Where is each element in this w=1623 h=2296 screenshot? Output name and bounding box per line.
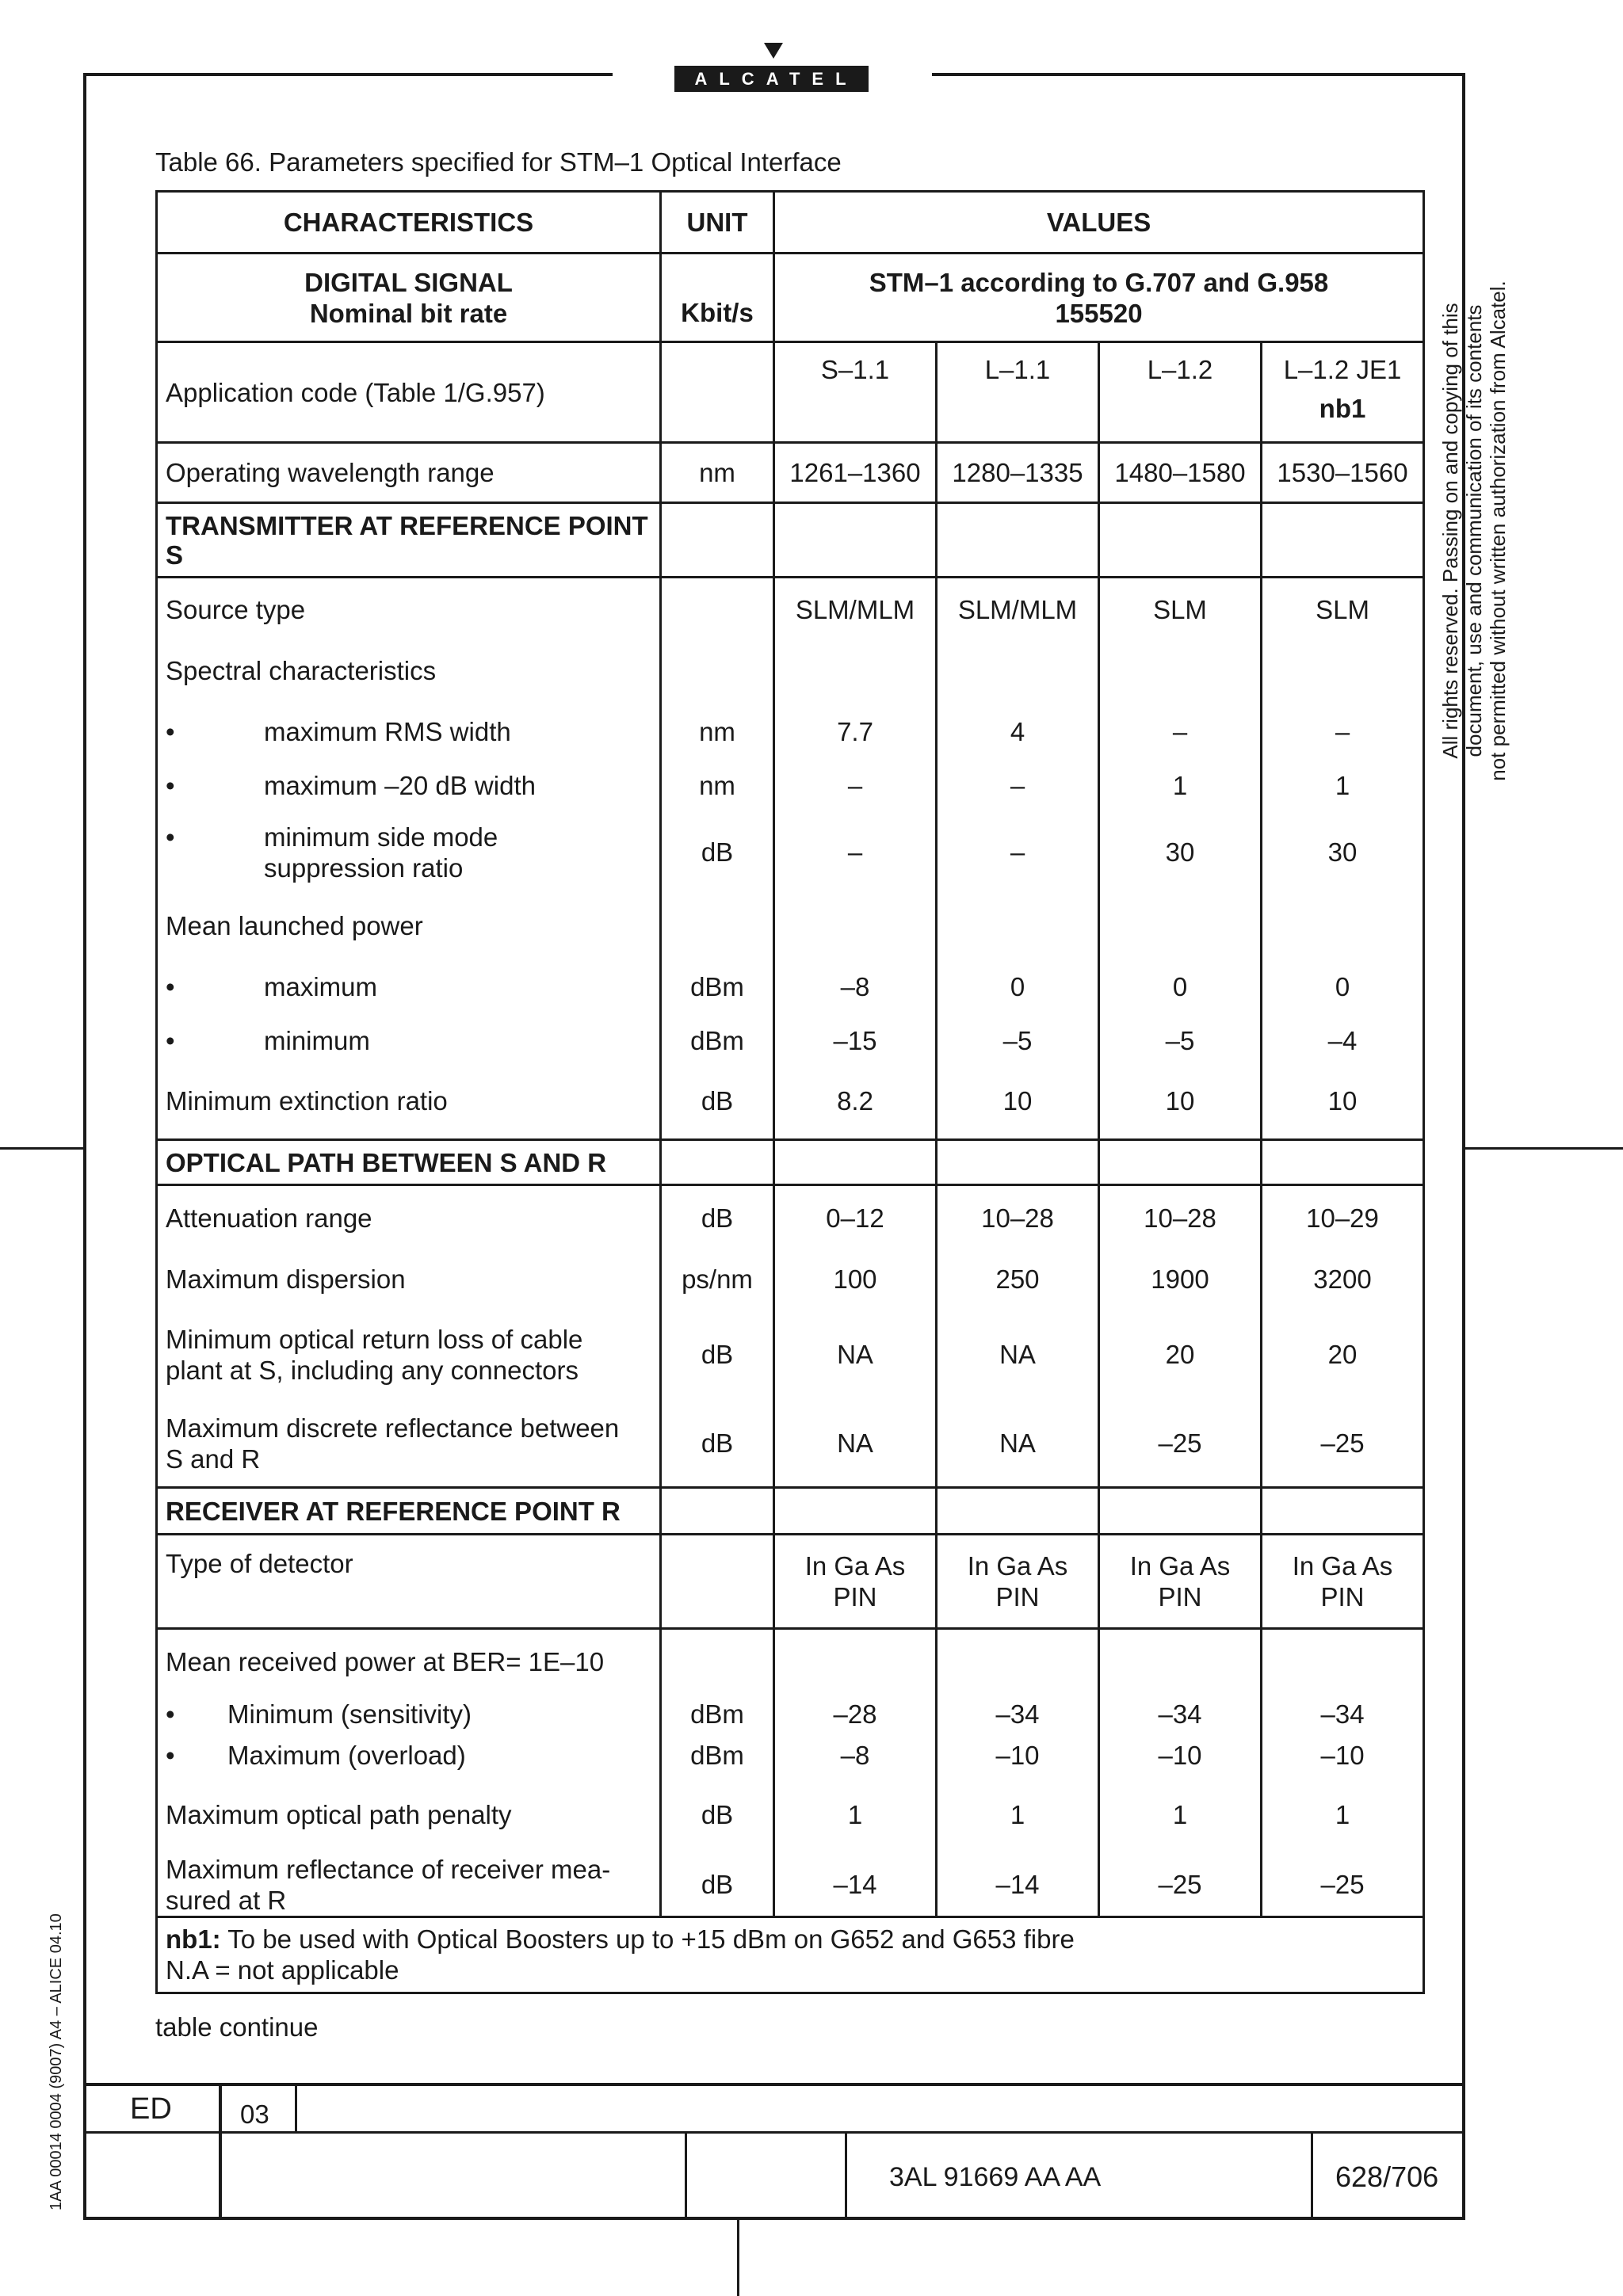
table-continue: table continue — [155, 2012, 319, 2042]
frame-top-right — [932, 73, 1465, 76]
footer-v1 — [219, 2083, 222, 2220]
mark-left — [0, 1147, 83, 1150]
rms-width-unit: nm — [661, 701, 774, 763]
source-type-1: SLM/MLM — [774, 578, 937, 641]
db20-width-2: – — [937, 763, 1099, 809]
dispersion-2: 250 — [937, 1250, 1099, 1309]
rx-section-row — [157, 1488, 1424, 1535]
return-loss-row — [157, 1309, 1424, 1401]
power-max-4: 0 — [1262, 956, 1424, 1018]
spectral-row — [157, 641, 1424, 701]
tx-section-label: TRANSMITTER AT REFERENCE POINT S — [157, 503, 661, 578]
mark-right — [1465, 1147, 1623, 1150]
signal-value — [774, 254, 1424, 342]
sensitivity-4: –34 — [1262, 1694, 1424, 1735]
smsr-label: • minimum side mode suppression ratio — [157, 809, 661, 896]
source-type-3: SLM — [1099, 578, 1262, 641]
overload-4: –10 — [1262, 1735, 1424, 1776]
mean-power-label: Mean launched power — [157, 896, 661, 956]
tx-section-row — [157, 503, 1424, 578]
power-min-2: –5 — [937, 1018, 1099, 1064]
wavelength-4: 1530–1560 — [1262, 443, 1424, 503]
penalty-label: Maximum optical path penalty — [157, 1776, 661, 1854]
smsr-1: – — [774, 809, 937, 896]
rms-width-row — [157, 701, 1424, 763]
reflectance-sr-row — [157, 1401, 1424, 1488]
rx-reflectance-row — [157, 1854, 1424, 1917]
power-max-3: 0 — [1099, 956, 1262, 1018]
footer-v3 — [685, 2131, 687, 2220]
detector-3: In Ga As PIN — [1099, 1535, 1262, 1629]
wavelength-label: Operating wavelength range — [157, 443, 661, 503]
rx-reflectance-2: –14 — [937, 1854, 1099, 1917]
penalty-2: 1 — [937, 1776, 1099, 1854]
table-caption: Table 66. Parameters specified for STM–1 Optical Interface — [155, 147, 842, 177]
rx-reflectance-label — [157, 1854, 661, 1917]
attenuation-1: 0–12 — [774, 1185, 937, 1250]
app-code-3: L–1.2 — [1099, 342, 1262, 443]
source-type-label: Source type — [157, 578, 661, 641]
power-max-row — [157, 956, 1424, 1018]
notes-row — [157, 1917, 1424, 1993]
bullet-icon: • — [166, 771, 175, 800]
wavelength-unit: nm — [661, 443, 774, 503]
mean-power-row — [157, 896, 1424, 956]
sensitivity-1: –28 — [774, 1694, 937, 1735]
dispersion-label: Maximum dispersion — [157, 1250, 661, 1309]
wavelength-1: 1261–1360 — [774, 443, 937, 503]
extinction-1: 8.2 — [774, 1064, 937, 1140]
app-code-row — [157, 342, 1424, 443]
spectral-label: Spectral characteristics — [157, 641, 661, 701]
attenuation-3: 10–28 — [1099, 1185, 1262, 1250]
db20-width-label: • maximum –20 dB width — [157, 763, 661, 809]
smsr-3: 30 — [1099, 809, 1262, 896]
app-code-label: Application code (Table 1/G.957) — [157, 342, 661, 443]
attenuation-row — [157, 1185, 1424, 1250]
dispersion-4: 3200 — [1262, 1250, 1424, 1309]
overload-3: –10 — [1099, 1735, 1262, 1776]
return-loss-label — [157, 1309, 661, 1401]
smsr-unit: dB — [661, 809, 774, 896]
power-min-4: –4 — [1262, 1018, 1424, 1064]
extinction-2: 10 — [937, 1064, 1099, 1140]
signal-label-line1: DIGITAL SIGNAL — [304, 267, 513, 297]
bullet-icon: • — [166, 1699, 175, 1729]
power-min-1: –15 — [774, 1018, 937, 1064]
rms-width-1: 7.7 — [774, 701, 937, 763]
smsr-4: 30 — [1262, 809, 1424, 896]
penalty-unit: dB — [661, 1776, 774, 1854]
detector-row — [157, 1535, 1424, 1629]
mark-bottom — [737, 2220, 739, 2296]
path-section-label: OPTICAL PATH BETWEEN S AND R — [157, 1140, 661, 1185]
rights-notice: All rights reserved. Passing on and copying of this document, use and communication of its contents not permitted without written authorization from Alcatel. — [1438, 280, 1510, 781]
attenuation-label: Attenuation range — [157, 1185, 661, 1250]
power-max-2: 0 — [937, 956, 1099, 1018]
wavelength-2: 1280–1335 — [937, 443, 1099, 503]
note-na: N.A = not applicable — [166, 1955, 399, 1985]
signal-label — [157, 254, 661, 342]
detector-label: Type of detector — [157, 1535, 661, 1629]
reflectance-sr-4: –25 — [1262, 1401, 1424, 1488]
db20-width-row — [157, 763, 1424, 809]
app-code-4 — [1262, 342, 1424, 443]
db20-width-1: – — [774, 763, 937, 809]
header-row — [157, 192, 1424, 254]
db20-width-3: 1 — [1099, 763, 1262, 809]
reflectance-sr-line2: S and R — [166, 1444, 261, 1474]
signal-unit: Kbit/s — [661, 254, 774, 342]
penalty-1: 1 — [774, 1776, 937, 1854]
bullet-icon: • — [166, 717, 175, 746]
overload-2: –10 — [937, 1735, 1099, 1776]
header-unit: UNIT — [661, 192, 774, 254]
footer-v2 — [295, 2083, 297, 2132]
smsr-2: – — [937, 809, 1099, 896]
power-min-label: • minimum — [157, 1018, 661, 1064]
power-max-unit: dBm — [661, 956, 774, 1018]
penalty-row — [157, 1776, 1424, 1854]
frame-top-left — [83, 73, 613, 76]
bullet-icon: • — [166, 1026, 175, 1055]
source-type-2: SLM/MLM — [937, 578, 1099, 641]
overload-row — [157, 1735, 1424, 1776]
logo-triangle-icon — [764, 43, 783, 59]
footer-ed-value: 03 — [240, 2100, 269, 2129]
penalty-3: 1 — [1099, 1776, 1262, 1854]
path-section-row — [157, 1140, 1424, 1185]
footer-top-line — [83, 2083, 1465, 2086]
rms-width-3: – — [1099, 701, 1262, 763]
footer-v4 — [845, 2131, 847, 2220]
reflectance-sr-label — [157, 1401, 661, 1488]
rx-section-label: RECEIVER AT REFERENCE POINT R — [157, 1488, 661, 1535]
footer-mid-line — [83, 2131, 1465, 2134]
overload-1: –8 — [774, 1735, 937, 1776]
return-loss-line2: plant at S, including any connectors — [166, 1355, 579, 1385]
return-loss-unit: dB — [661, 1309, 774, 1401]
attenuation-2: 10–28 — [937, 1185, 1099, 1250]
db20-width-unit: nm — [661, 763, 774, 809]
doc-reference: 1AA 00014 0004 (9007) A4 – ALICE 04.10 — [48, 1913, 65, 2210]
power-min-row — [157, 1018, 1424, 1064]
rms-width-label: • maximum RMS width — [157, 701, 661, 763]
rx-reflectance-line2: sured at R — [166, 1885, 287, 1915]
rx-reflectance-3: –25 — [1099, 1854, 1262, 1917]
footer-page-number: 628/706 — [1335, 2161, 1439, 2193]
source-type-row — [157, 578, 1424, 641]
overload-label: • Maximum (overload) — [157, 1735, 661, 1776]
received-power-label: Mean received power at BER= 1E–10 — [157, 1629, 661, 1694]
sensitivity-3: –34 — [1099, 1694, 1262, 1735]
penalty-4: 1 — [1262, 1776, 1424, 1854]
app-code-2: L–1.1 — [937, 342, 1099, 443]
dispersion-unit: ps/nm — [661, 1250, 774, 1309]
extinction-label: Minimum extinction ratio — [157, 1064, 661, 1140]
extinction-row — [157, 1064, 1424, 1140]
rx-reflectance-1: –14 — [774, 1854, 937, 1917]
header-values: VALUES — [774, 192, 1424, 254]
power-max-1: –8 — [774, 956, 937, 1018]
header-characteristics: CHARACTERISTICS — [157, 192, 661, 254]
extinction-unit: dB — [661, 1064, 774, 1140]
dispersion-3: 1900 — [1099, 1250, 1262, 1309]
reflectance-sr-2: NA — [937, 1401, 1099, 1488]
received-power-row — [157, 1629, 1424, 1694]
smsr-row — [157, 809, 1424, 896]
signal-row — [157, 254, 1424, 342]
attenuation-unit: dB — [661, 1185, 774, 1250]
overload-unit: dBm — [661, 1735, 774, 1776]
app-code-1: S–1.1 — [774, 342, 937, 443]
signal-value-line2: 155520 — [1055, 298, 1143, 328]
rms-width-4: – — [1262, 701, 1424, 763]
sensitivity-label: • Minimum (sensitivity) — [157, 1694, 661, 1735]
extinction-4: 10 — [1262, 1064, 1424, 1140]
return-loss-1: NA — [774, 1309, 937, 1401]
sensitivity-2: –34 — [937, 1694, 1099, 1735]
parameters-table — [155, 190, 1425, 1994]
rms-width-2: 4 — [937, 701, 1099, 763]
footer-v5 — [1311, 2131, 1313, 2220]
reflectance-sr-line1: Maximum discrete reflectance between — [166, 1413, 620, 1443]
return-loss-2: NA — [937, 1309, 1099, 1401]
wavelength-3: 1480–1580 — [1099, 443, 1262, 503]
return-loss-3: 20 — [1099, 1309, 1262, 1401]
wavelength-row — [157, 443, 1424, 503]
reflectance-sr-unit: dB — [661, 1401, 774, 1488]
source-type-4: SLM — [1262, 578, 1424, 641]
db20-width-4: 1 — [1262, 763, 1424, 809]
sensitivity-unit: dBm — [661, 1694, 774, 1735]
reflectance-sr-3: –25 — [1099, 1401, 1262, 1488]
footer-ed-label: ED — [130, 2092, 172, 2126]
frame-left — [83, 73, 86, 2220]
dispersion-1: 100 — [774, 1250, 937, 1309]
frame-bottom — [83, 2217, 1465, 2220]
dispersion-row — [157, 1250, 1424, 1309]
extinction-3: 10 — [1099, 1064, 1262, 1140]
power-min-unit: dBm — [661, 1018, 774, 1064]
footer-doc-number: 3AL 91669 AA AA — [889, 2162, 1102, 2192]
return-loss-4: 20 — [1262, 1309, 1424, 1401]
detector-2: In Ga As PIN — [937, 1535, 1099, 1629]
signal-label-line2: Nominal bit rate — [309, 298, 508, 328]
app-code-4-note: nb1 — [1319, 394, 1366, 423]
rx-reflectance-4: –25 — [1262, 1854, 1424, 1917]
rx-reflectance-line1: Maximum reflectance of receiver mea- — [166, 1854, 611, 1884]
power-max-label: • maximum — [157, 956, 661, 1018]
attenuation-4: 10–29 — [1262, 1185, 1424, 1250]
signal-value-line1: STM–1 according to G.707 and G.958 — [869, 267, 1329, 297]
bullet-icon: • — [166, 1741, 175, 1770]
notes-cell — [157, 1917, 1424, 1993]
detector-1: In Ga As PIN — [774, 1535, 937, 1629]
power-min-3: –5 — [1099, 1018, 1262, 1064]
bullet-icon: • — [166, 822, 175, 852]
return-loss-line1: Minimum optical return loss of cable — [166, 1324, 583, 1354]
sensitivity-row — [157, 1694, 1424, 1735]
detector-4: In Ga As PIN — [1262, 1535, 1424, 1629]
alcatel-logo: ALCATEL — [674, 66, 869, 92]
bullet-icon: • — [166, 972, 175, 1001]
reflectance-sr-1: NA — [774, 1401, 937, 1488]
note-nb1: nb1: To be used with Optical Boosters up to +15 dBm on G652 and G653 fibre — [166, 1924, 1075, 1954]
app-code-4-text: L–1.2 JE1 — [1283, 355, 1402, 384]
rx-reflectance-unit: dB — [661, 1854, 774, 1917]
app-code-unit — [661, 342, 774, 443]
